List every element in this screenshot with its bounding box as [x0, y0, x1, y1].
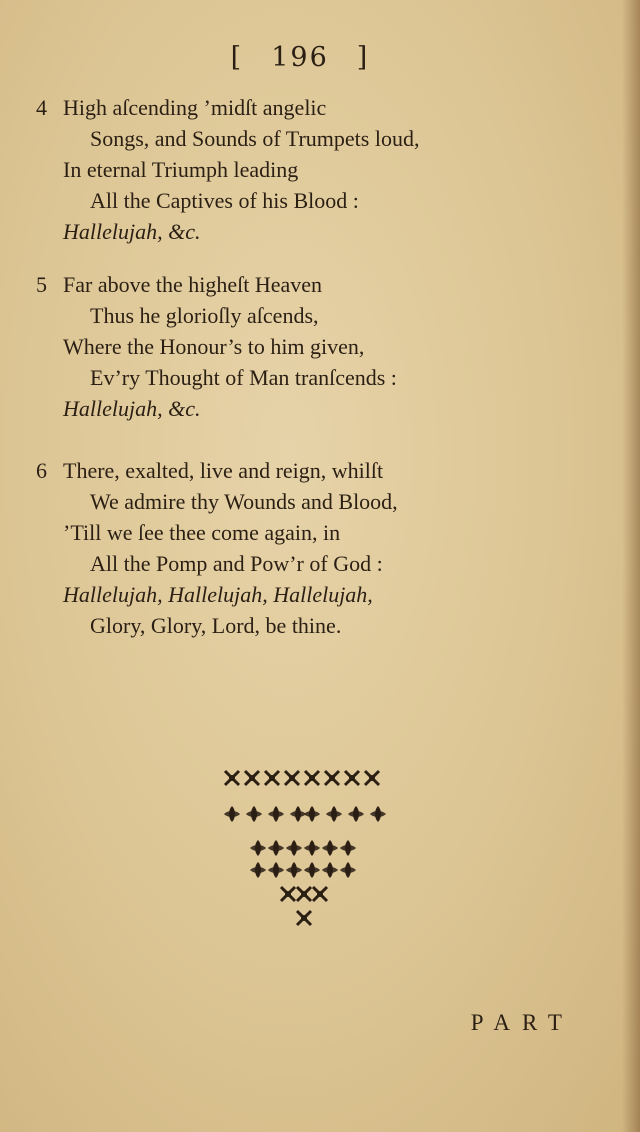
verse-line: Where the Honour’s to him given, [63, 334, 365, 359]
refrain-line: Hallelujah, &c. [63, 219, 201, 244]
verse-number: 5 [36, 272, 47, 297]
verse-line: In eternal Triumph leading [63, 157, 299, 182]
refrain-line: Hallelujah, &c. [63, 396, 201, 421]
page-number: 196 [271, 42, 329, 73]
verse-4 [0, 92, 560, 247]
verse-line: Glory, Glory, Lord, be thine. [90, 613, 342, 638]
verse-line: There, exalted, live and reign, whilſt [63, 458, 384, 483]
catchword: PART [470, 1010, 574, 1035]
verse-line: Thus he glorioſly aſcends, [90, 303, 319, 328]
verse-line: All the Pomp and Pow’r of God : [90, 551, 383, 576]
verse-number: 4 [36, 95, 47, 120]
verse-line: Ev’ry Thought of Man tranſcends : [90, 365, 397, 390]
verse-line: High aſcending ’midſt angelic [63, 95, 327, 120]
page-header [0, 42, 600, 73]
bracket-right: ] [356, 42, 370, 73]
verse-number: 6 [36, 458, 47, 483]
verse-line: All the Captives of his Blood : [90, 188, 359, 213]
fleuron-ornament [220, 766, 390, 936]
verse-line: Songs, and Sounds of Trumpets loud, [90, 126, 420, 151]
page-edge-shadow [622, 0, 640, 1132]
verse-line: We admire thy Wounds and Blood, [90, 489, 398, 514]
refrain-line: Hallelujah, Hallelujah, Hallelujah, [63, 582, 373, 607]
verse-5 [0, 269, 560, 424]
verse-line: Far above the higheſt Heaven [63, 272, 323, 297]
bracket-left: [ [230, 42, 244, 73]
verse-6 [0, 455, 560, 641]
verse-line: ’Till we ſee thee come again, in [63, 520, 341, 545]
